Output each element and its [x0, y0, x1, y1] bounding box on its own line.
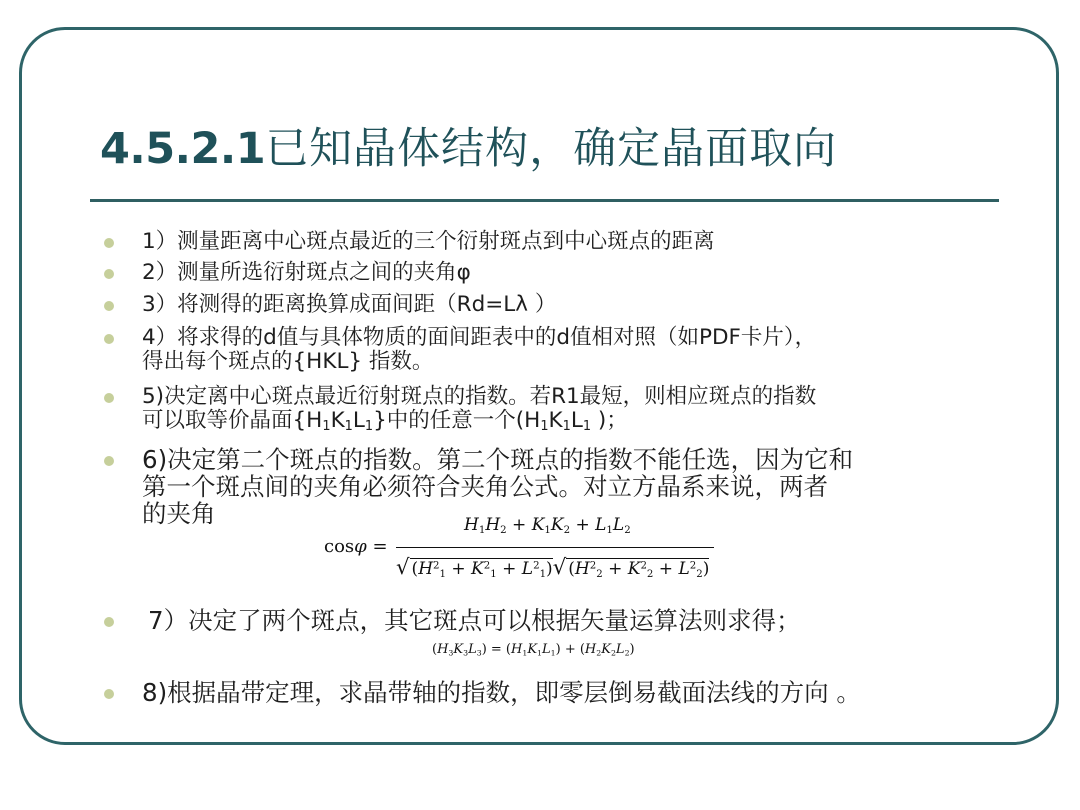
slide-title: [100, 124, 838, 174]
list-item-line: 第一个斑点间的夹角必须符合夹角公式。对立方晶系来说，两者: [142, 472, 828, 501]
title-text: 已知晶体结构，确定晶面取向: [265, 124, 838, 174]
list-item-line: 的夹角: [142, 499, 216, 528]
list-item: 7）决定了两个斑点，其它斑点可以根据矢量运算法则求得；: [148, 606, 801, 635]
formula-lhs: cosφ =: [324, 536, 388, 557]
title-underline: [90, 199, 999, 202]
list-item-line: 得出每个斑点的{HKL} 指数。: [142, 349, 434, 374]
vector-formula: $(H_3K_3L_3) = (H_1K_1L_1) + (H_2K_2L_2)$: [432, 642, 635, 658]
angle-formula: [324, 515, 724, 585]
list-item: 8)根据晶带定理，求晶带轴的指数，即零层倒易截面法线的方向 。: [142, 678, 861, 707]
list-item: [142, 385, 816, 433]
list-item-line: 5)决定离中心斑点最近衍射斑点的指数。若R1最短，则相应斑点的指数: [142, 384, 817, 409]
bullet-dot: [104, 689, 114, 699]
title-number: 4.5.2.1: [100, 124, 266, 174]
list-item: 3）将测得的距离换算成面间距（Rd=Lλ ）: [142, 292, 557, 317]
list-item-line: 可以取等价晶面$\{H_1K_1L_1\}$中的任意一个($H_1K_1L_1$ )；: [142, 408, 628, 435]
list-item-line: 6)决定第二个斑点的指数。第二个斑点的指数不能任选，因为它和: [142, 445, 854, 474]
bullet-dot: [104, 301, 114, 311]
bullet-dot: [104, 393, 114, 403]
bullet-dot: [104, 456, 114, 466]
fraction-bar: [396, 547, 714, 548]
formula-numerator: $H_1H_2 + K_1K_2 + L_1L_2$: [464, 515, 631, 537]
list-item: 1）测量距离中心斑点最近的三个衍射斑点到中心斑点的距离: [142, 229, 715, 254]
bullet-dot: [104, 334, 114, 344]
list-item: [142, 326, 816, 374]
bullet-dot: [104, 617, 114, 627]
bullet-dot: [104, 269, 114, 279]
list-item: 2）测量所选衍射斑点之间的夹角φ: [142, 260, 471, 285]
formula-denominator: √ $(H^2_1 + K^2_1 + L^2_1)√$ $(H^2_2 + K^2_2 + L^2_2)$: [396, 555, 710, 581]
list-item-line: 4）将求得的d值与具体物质的面间距表中的d值相对照（如PDF卡片），: [142, 325, 817, 350]
bullet-dot: [104, 238, 114, 248]
